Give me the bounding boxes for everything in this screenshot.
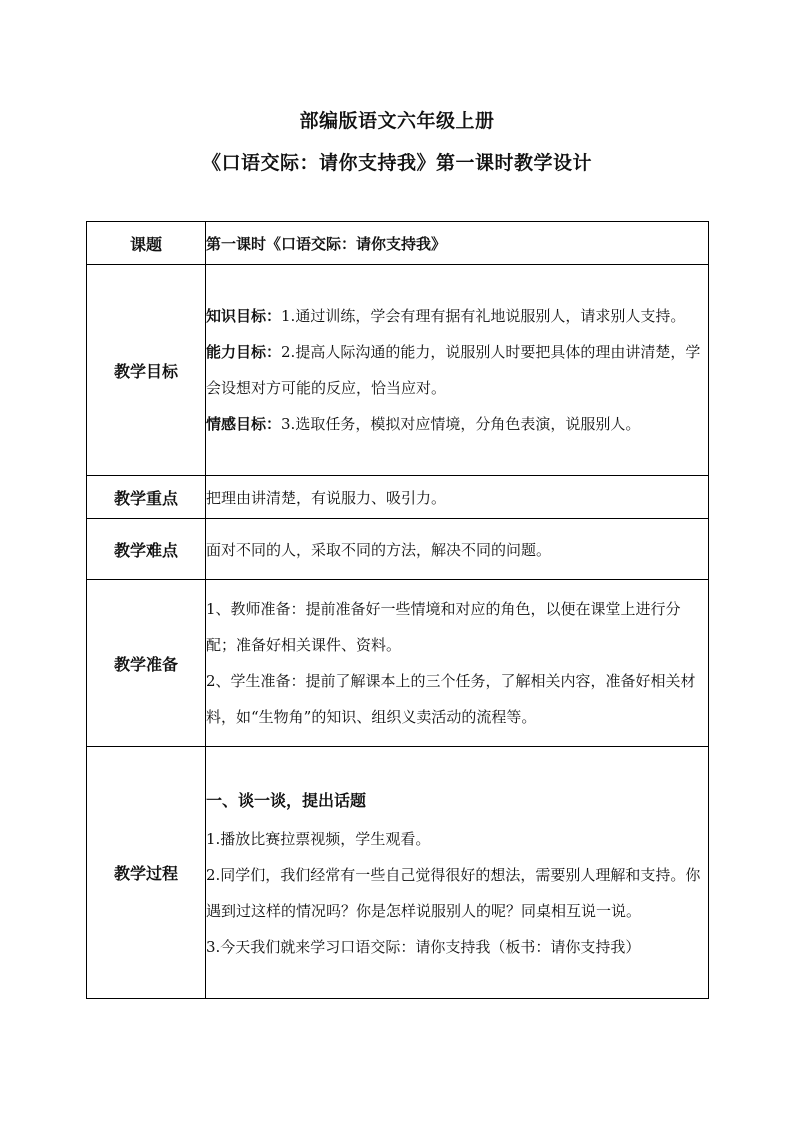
table-row-topic bbox=[87, 222, 709, 265]
difficulty-value: 面对不同的人，采取不同的方法，解决不同的问题。 bbox=[206, 519, 709, 580]
preparation-content bbox=[206, 580, 709, 747]
preparation-label: 教学准备 bbox=[87, 580, 206, 747]
topic-value: 第一课时《口语交际：请你支持我》 bbox=[206, 222, 709, 265]
key-point-value: 把理由讲清楚，有说服力、吸引力。 bbox=[206, 476, 709, 519]
process-step: 2.同学们，我们经常有一些自己觉得很好的想法，需要别人理解和支持。你遇到过这样的情况吗？你是怎样说服别人的呢？同桌相互说一说。 bbox=[206, 865, 701, 920]
document-subtitle: 《口语交际：请你支持我》第一课时教学设计 bbox=[201, 152, 592, 174]
table-row-goals bbox=[87, 265, 709, 476]
process-section-title: 一、谈一谈，提出话题 bbox=[206, 790, 367, 810]
process-step: 1.播放比赛拉票视频，学生观看。 bbox=[206, 829, 431, 848]
difficulty-label: 教学难点 bbox=[87, 519, 206, 580]
table-row-process bbox=[87, 747, 709, 999]
ability-goal-prefix: 能力目标： bbox=[206, 343, 282, 361]
preparation-item-teacher: 1、教师准备：提前准备好一些情境和对应的角色，以便在课堂上进行分配；准备好相关课件、资料。 bbox=[206, 600, 681, 654]
table-row-key-point bbox=[87, 476, 709, 519]
table-row-difficulty bbox=[87, 519, 709, 580]
knowledge-goal-text: 1.通过训练，学会有理有据有礼地说服别人，请求别人支持。 bbox=[281, 307, 686, 325]
lesson-plan-table bbox=[86, 221, 709, 999]
preparation-item-student: 2、学生准备：提前了解课本上的三个任务，了解相关内容，准备好相关材料，如“生物角”的知识、组织义卖活动的流程等。 bbox=[206, 672, 696, 726]
knowledge-goal bbox=[206, 298, 708, 334]
key-point-label: 教学重点 bbox=[87, 476, 206, 519]
ability-goal bbox=[206, 334, 708, 406]
process-step: 3.今天我们就来学习口语交际：请你支持我（板书：请你支持我） bbox=[206, 937, 641, 956]
goals-content bbox=[206, 265, 709, 476]
topic-label: 课题 bbox=[87, 222, 206, 265]
goals-label: 教学目标 bbox=[87, 265, 206, 476]
emotion-goal-prefix: 情感目标： bbox=[206, 415, 282, 433]
emotion-goal-text: 3.选取任务，模拟对应情境，分角色表演，说服别人。 bbox=[281, 415, 641, 433]
process-content bbox=[206, 747, 709, 999]
document-title: 部编版语文六年级上册 bbox=[299, 110, 495, 132]
ability-goal-text: 2.提高人际沟通的能力，说服别人时要把具体的理由讲清楚，学会设想对方可能的反应，恰当应对。 bbox=[206, 343, 701, 397]
process-label: 教学过程 bbox=[87, 747, 206, 999]
emotion-goal bbox=[206, 406, 708, 442]
knowledge-goal-prefix: 知识目标： bbox=[206, 307, 282, 325]
table-row-preparation bbox=[87, 580, 709, 747]
